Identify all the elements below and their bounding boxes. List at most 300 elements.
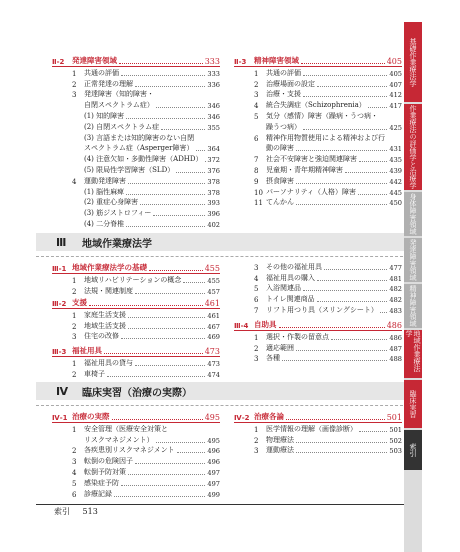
dot-leader [296, 452, 387, 453]
entry-title: (4) 注意欠如・多動性障害（ADHD） [84, 155, 203, 164]
dot-leader [303, 129, 387, 130]
entry-title: 家庭生活支援 [84, 310, 126, 319]
dot-leader [359, 161, 387, 162]
entry-page: 474 [207, 370, 220, 379]
toc-entry [72, 207, 220, 218]
entry-page: 461 [207, 311, 220, 320]
toc-entry [72, 89, 220, 100]
toc-entry [72, 488, 220, 499]
entry-page: 378 [207, 177, 220, 186]
entry-page: 482 [389, 285, 402, 294]
toc-entry [72, 434, 220, 445]
toc-entry [72, 368, 220, 379]
entry-page: 376 [207, 166, 220, 175]
entry-page: 417 [389, 102, 402, 111]
entry-number: 2 [72, 287, 77, 296]
entry-title: 地域リハビリテーションの概念 [84, 275, 182, 284]
dot-leader [121, 338, 205, 339]
section-2-3 [234, 54, 402, 207]
entry-title: リスクマネジメント） [84, 435, 154, 444]
section-3-4 [234, 318, 402, 363]
toc-entry [72, 357, 220, 368]
dot-leader [89, 305, 203, 306]
entry-title: 運動発達障害 [84, 176, 126, 185]
toc-entry [254, 164, 402, 175]
toc-entry [72, 320, 220, 331]
dot-leader [286, 419, 385, 420]
entry-title: 感染症予防 [84, 478, 119, 487]
dot-leader [359, 431, 387, 432]
entry-page: 499 [207, 490, 220, 499]
toc-entry [72, 309, 220, 320]
toc-entry [72, 175, 220, 186]
section-page: 461 [204, 299, 220, 308]
toc-entry [72, 218, 220, 229]
entry-title: (2) 重症心身障害 [84, 198, 139, 207]
entry-number: 1 [72, 359, 77, 368]
toc-entry [254, 99, 402, 110]
dot-leader [135, 293, 205, 294]
entry-page: 496 [207, 458, 220, 467]
entry-list [72, 67, 220, 229]
section-title: 地域作業療法学の基礎 [72, 263, 147, 272]
section-3-1 [52, 261, 220, 296]
footer-label: 索引 [54, 507, 70, 516]
entry-title: 共通の評価 [266, 68, 301, 77]
dot-leader [153, 215, 205, 216]
toc-entry [72, 455, 220, 466]
entry-page: 333 [207, 69, 220, 78]
entry-number: 5 [254, 285, 259, 294]
entry-page: 396 [207, 210, 220, 219]
entry-number: 2 [72, 370, 77, 379]
section-title: 福祉用具 [72, 346, 102, 355]
dot-leader [296, 442, 387, 443]
dot-leader [368, 107, 388, 108]
entry-number: 2 [72, 322, 77, 331]
dot-leader [112, 419, 203, 420]
toc-entry [254, 78, 402, 89]
toc-entry [254, 143, 402, 154]
entry-title: 転倒の危険因子 [84, 457, 133, 466]
entry-title: 統合失調症（Schizophrenia） [266, 101, 366, 110]
dot-leader [296, 204, 387, 205]
entry-number: 8 [254, 166, 259, 175]
dot-leader [104, 353, 203, 354]
entry-title: (4) 二分脊椎 [84, 219, 125, 228]
section-page: 501 [386, 413, 402, 422]
dot-leader [176, 172, 205, 173]
section-header [52, 344, 220, 357]
dot-leader [282, 360, 387, 361]
entry-page: 346 [207, 112, 220, 121]
section-page: 495 [204, 413, 220, 422]
entry-number: 4 [254, 102, 259, 111]
entry-number: 5 [254, 112, 259, 121]
entry-title: 気分（感情）障害（躁病・うつ病・ [266, 111, 378, 120]
divider [36, 405, 408, 406]
entry-title: 転倒予防対策 [84, 467, 126, 476]
toc-entry [254, 304, 402, 315]
section-title: 自助具 [254, 320, 277, 329]
divider [36, 256, 408, 257]
dot-leader [303, 290, 387, 291]
section-3-3-continued [234, 261, 402, 315]
entry-number: 1 [254, 425, 259, 434]
entry-page: 467 [207, 322, 220, 331]
dot-leader [128, 474, 205, 475]
dot-leader [296, 150, 387, 151]
chapter-number: Ⅲ [56, 235, 67, 249]
entry-title: 各疾患別リスクマネジメント [84, 446, 175, 455]
entry-title: 物理療法 [266, 435, 294, 444]
section-page: 405 [386, 57, 402, 66]
entry-number: 4 [254, 274, 259, 283]
toc-entry [72, 466, 220, 477]
toc-entry [254, 110, 402, 121]
entry-page: 497 [207, 479, 220, 488]
toc-entry [254, 175, 402, 186]
toc-entry [72, 153, 220, 164]
entry-title: トイレ関連商品 [266, 295, 315, 304]
side-tab[interactable]: 基礎作業療法学 [404, 22, 422, 102]
entry-page: 488 [389, 355, 402, 364]
entry-title: (3) 言語または知的障害のない自閉 [84, 133, 195, 142]
section-title: 精神障害領域 [254, 56, 299, 65]
chapter-title: 地域作業療法学 [82, 238, 152, 250]
entry-list [254, 331, 402, 363]
dot-leader [324, 269, 387, 270]
toc-entry [254, 293, 402, 304]
entry-page: 346 [207, 102, 220, 111]
entry-list [72, 423, 220, 499]
toc-entry [72, 143, 220, 154]
section-header [234, 54, 402, 67]
entry-list [254, 67, 402, 207]
entry-page: 501 [389, 425, 402, 434]
entry-title: 精神作用物質使用による精神および行 [266, 133, 385, 142]
section-number: Ⅲ-2 [52, 300, 67, 308]
entry-page: 372 [207, 156, 220, 165]
section-header [52, 261, 220, 274]
entry-title: 動の障害 [266, 144, 294, 153]
entry-page: 477 [389, 263, 402, 272]
entry-title: 運動療法 [266, 446, 294, 455]
toc-entry [254, 434, 402, 445]
entry-number: 2 [254, 80, 259, 89]
entry-number: 7 [254, 156, 259, 165]
toc-entry [254, 89, 402, 100]
entry-number: 6 [254, 296, 259, 305]
entry-page: 483 [389, 306, 402, 315]
dot-leader [177, 452, 206, 453]
entry-page: 412 [389, 91, 402, 100]
entry-title: リフト用つり具（スリングシート） [266, 305, 378, 314]
entry-title: (1) 脳性麻痺 [84, 187, 125, 196]
section-number: Ⅱ-2 [52, 58, 65, 66]
dot-leader [119, 63, 203, 64]
chapter-number: Ⅳ [56, 384, 69, 398]
entry-title: 福祉用具の購入 [266, 273, 315, 282]
entry-number: 5 [72, 479, 77, 488]
entry-number: 6 [254, 134, 259, 143]
entry-page: 469 [207, 333, 220, 342]
dot-leader [345, 172, 387, 173]
chapter-title: 臨床実習（治療の実際） [82, 387, 192, 399]
chapter-4-banner [36, 382, 408, 400]
section-3-3 [52, 344, 220, 379]
entry-page: 378 [207, 188, 220, 197]
dot-leader [156, 442, 206, 443]
section-page: 486 [386, 321, 402, 330]
side-tab[interactable]: 臨床実習 [404, 380, 422, 428]
toc-entry [72, 445, 220, 456]
entry-page: 486 [389, 333, 402, 342]
entry-number: 3 [254, 355, 259, 364]
entry-title: 入浴関連品 [266, 284, 301, 293]
toc-entry [72, 423, 220, 434]
toc-entry [254, 186, 402, 197]
entry-number: 3 [72, 458, 77, 467]
entry-page: 481 [389, 274, 402, 283]
footer [54, 506, 108, 517]
entry-title: 摂食障害 [266, 176, 294, 185]
section-title: 治療の実際 [72, 412, 110, 421]
entry-title: 選択・作製の留意点 [266, 332, 329, 341]
dot-leader [183, 282, 205, 283]
dot-leader [114, 496, 205, 497]
entry-number: 1 [72, 425, 77, 434]
dot-leader [303, 75, 387, 76]
entry-title: 躁うつ病） [266, 122, 301, 131]
entry-number: 3 [254, 447, 259, 456]
dot-leader [196, 150, 206, 151]
toc-entry [72, 186, 220, 197]
side-tab[interactable]: 地域作業療法学 [404, 330, 422, 378]
entry-title: 福祉用具の貸与 [84, 358, 133, 367]
dot-leader [128, 183, 205, 184]
entry-title: スペクトラム症（Asperger障害） [84, 144, 194, 153]
dot-leader [135, 365, 205, 366]
section-header [52, 54, 220, 67]
entry-title: 安全管理（医療安全対策と [84, 424, 168, 433]
section-page: 333 [204, 57, 220, 66]
dot-leader [161, 129, 205, 130]
section-2-2 [52, 54, 220, 229]
dot-leader [317, 86, 387, 87]
side-tab[interactable]: 精神障害領域 [404, 284, 422, 328]
entry-page: 495 [207, 436, 220, 445]
entry-title: 共通の評価 [84, 68, 119, 77]
toc-entry [72, 121, 220, 132]
toc-entry [254, 445, 402, 456]
entry-page: 445 [389, 188, 402, 197]
dot-leader [301, 63, 385, 64]
entry-title: 各種 [266, 354, 280, 363]
dot-leader [279, 327, 385, 328]
entry-title: 治療・支援 [266, 90, 301, 99]
entry-page: 503 [389, 447, 402, 456]
dot-leader [303, 96, 387, 97]
entry-list [72, 309, 220, 341]
dot-leader [135, 86, 205, 87]
footer-rule [36, 504, 408, 505]
entry-number: 3 [254, 91, 259, 100]
dot-leader [126, 226, 205, 227]
entry-page: 457 [207, 287, 220, 296]
entry-number: 2 [72, 447, 77, 456]
dot-leader [107, 376, 205, 377]
section-4-2 [234, 410, 402, 455]
entry-page: 439 [389, 166, 402, 175]
entry-page: 435 [389, 156, 402, 165]
section-page: 473 [204, 347, 220, 356]
entry-list [254, 423, 402, 455]
entry-number: 2 [254, 344, 259, 353]
entry-title: 児童期・青年期精神障害 [266, 165, 343, 174]
dot-leader [296, 183, 387, 184]
dot-leader [317, 280, 387, 281]
toc-entry [72, 274, 220, 285]
toc-entry [72, 110, 220, 121]
section-title: 支援 [72, 298, 87, 307]
entry-page: 455 [207, 276, 220, 285]
dot-leader [296, 350, 387, 351]
section-title: 治療各論 [254, 412, 284, 421]
dot-leader [331, 339, 387, 340]
entry-title: (5) 限局性学習障害（SLD） [84, 165, 175, 174]
entry-title: 治療場面の設定 [266, 79, 315, 88]
entry-list [72, 274, 220, 296]
dot-leader [156, 107, 205, 108]
entry-number: 1 [254, 333, 259, 342]
section-number: Ⅱ-3 [234, 58, 247, 66]
entry-page: 482 [389, 296, 402, 305]
entry-page: 502 [389, 436, 402, 445]
entry-title: (1) 知的障害 [84, 111, 125, 120]
section-header [234, 318, 402, 331]
entry-page: 407 [389, 80, 402, 89]
toc-entry [72, 78, 220, 89]
entry-list [254, 261, 402, 315]
dot-leader [135, 463, 205, 464]
toc-entry [254, 121, 402, 132]
section-number: Ⅲ-3 [52, 348, 67, 356]
dot-leader [358, 194, 387, 195]
entry-title: パーソナリティ（人格）障害 [266, 187, 357, 196]
entry-number: 9 [254, 177, 259, 186]
entry-title: 医学情報の理解（画像診断） [266, 424, 357, 433]
toc-entry [254, 272, 402, 283]
entry-title: 適応範囲 [266, 343, 294, 352]
entry-number: 3 [72, 91, 77, 100]
side-tab[interactable]: 作業療法の評価学と治療学 [404, 104, 422, 190]
entry-title: 社会不安障害と強迫関連障害 [266, 155, 357, 164]
toc-entry [254, 283, 402, 294]
entry-title: 法規・関連制度 [84, 286, 133, 295]
toc-entry [72, 285, 220, 296]
section-4-1 [52, 410, 220, 499]
toc-entry [72, 67, 220, 78]
toc-entry [254, 261, 402, 272]
toc-entry [254, 153, 402, 164]
entry-page: 402 [207, 220, 220, 229]
entry-title: 正常発達の理解 [84, 79, 133, 88]
side-tab[interactable]: 索引 [404, 430, 422, 470]
section-number: Ⅳ-1 [52, 414, 68, 422]
side-tab[interactable]: 発達障害領域 [404, 238, 422, 282]
entry-title: 地域生活支援 [84, 321, 126, 330]
dot-leader [126, 194, 205, 195]
dot-leader [205, 161, 206, 162]
section-3-2 [52, 296, 220, 341]
entry-number: 1 [72, 311, 77, 320]
entry-page: 336 [207, 80, 220, 89]
section-number: Ⅳ-2 [234, 414, 250, 422]
entry-page: 405 [389, 69, 402, 78]
dot-leader [126, 118, 205, 119]
entry-title: てんかん [266, 198, 294, 207]
toc-entry [254, 342, 402, 353]
entry-page: 497 [207, 468, 220, 477]
entry-number: 1 [72, 69, 77, 78]
entry-page: 355 [207, 123, 220, 132]
section-header [52, 410, 220, 423]
toc-entry [254, 67, 402, 78]
section-header [234, 410, 402, 423]
entry-number: 3 [254, 263, 259, 272]
dot-leader [121, 485, 205, 486]
entry-page: 393 [207, 199, 220, 208]
side-tab[interactable]: 身体障害領域 [404, 192, 422, 236]
entry-title: 発達障害（知的障害・ [84, 90, 154, 99]
toc-entry [72, 477, 220, 488]
toc-entry [254, 353, 402, 364]
entry-number: 7 [254, 306, 259, 315]
entry-number: 10 [254, 188, 263, 197]
entry-number: 1 [254, 69, 259, 78]
entry-title: その他の福祉用具 [266, 262, 322, 271]
toc-entry [72, 331, 220, 342]
toc-entry [254, 132, 402, 143]
entry-title: (3) 筋ジストロフィー [84, 209, 152, 218]
chapter-3-banner [36, 233, 408, 251]
toc-entry [254, 423, 402, 434]
dot-leader [149, 270, 203, 271]
entry-page: 473 [207, 359, 220, 368]
dot-leader [140, 204, 205, 205]
entry-number: 6 [72, 490, 77, 499]
toc-entry [72, 197, 220, 208]
section-page: 455 [204, 264, 220, 273]
entry-page: 450 [389, 199, 402, 208]
toc-entry [72, 132, 220, 143]
section-title: 発達障害領域 [72, 56, 117, 65]
section-number: Ⅲ-4 [234, 322, 249, 330]
entry-number: 2 [254, 436, 259, 445]
entry-title: 診療記録 [84, 489, 112, 498]
toc-entry [254, 331, 402, 342]
entry-page: 442 [389, 177, 402, 186]
entry-title: 自閉スペクトラム症） [84, 101, 154, 110]
dot-leader [121, 75, 205, 76]
dot-leader [317, 301, 388, 302]
entry-number: 2 [72, 80, 77, 89]
entry-page: 487 [389, 344, 402, 353]
toc-entry [72, 164, 220, 175]
entry-page: 364 [207, 145, 220, 154]
dot-leader [128, 317, 205, 318]
